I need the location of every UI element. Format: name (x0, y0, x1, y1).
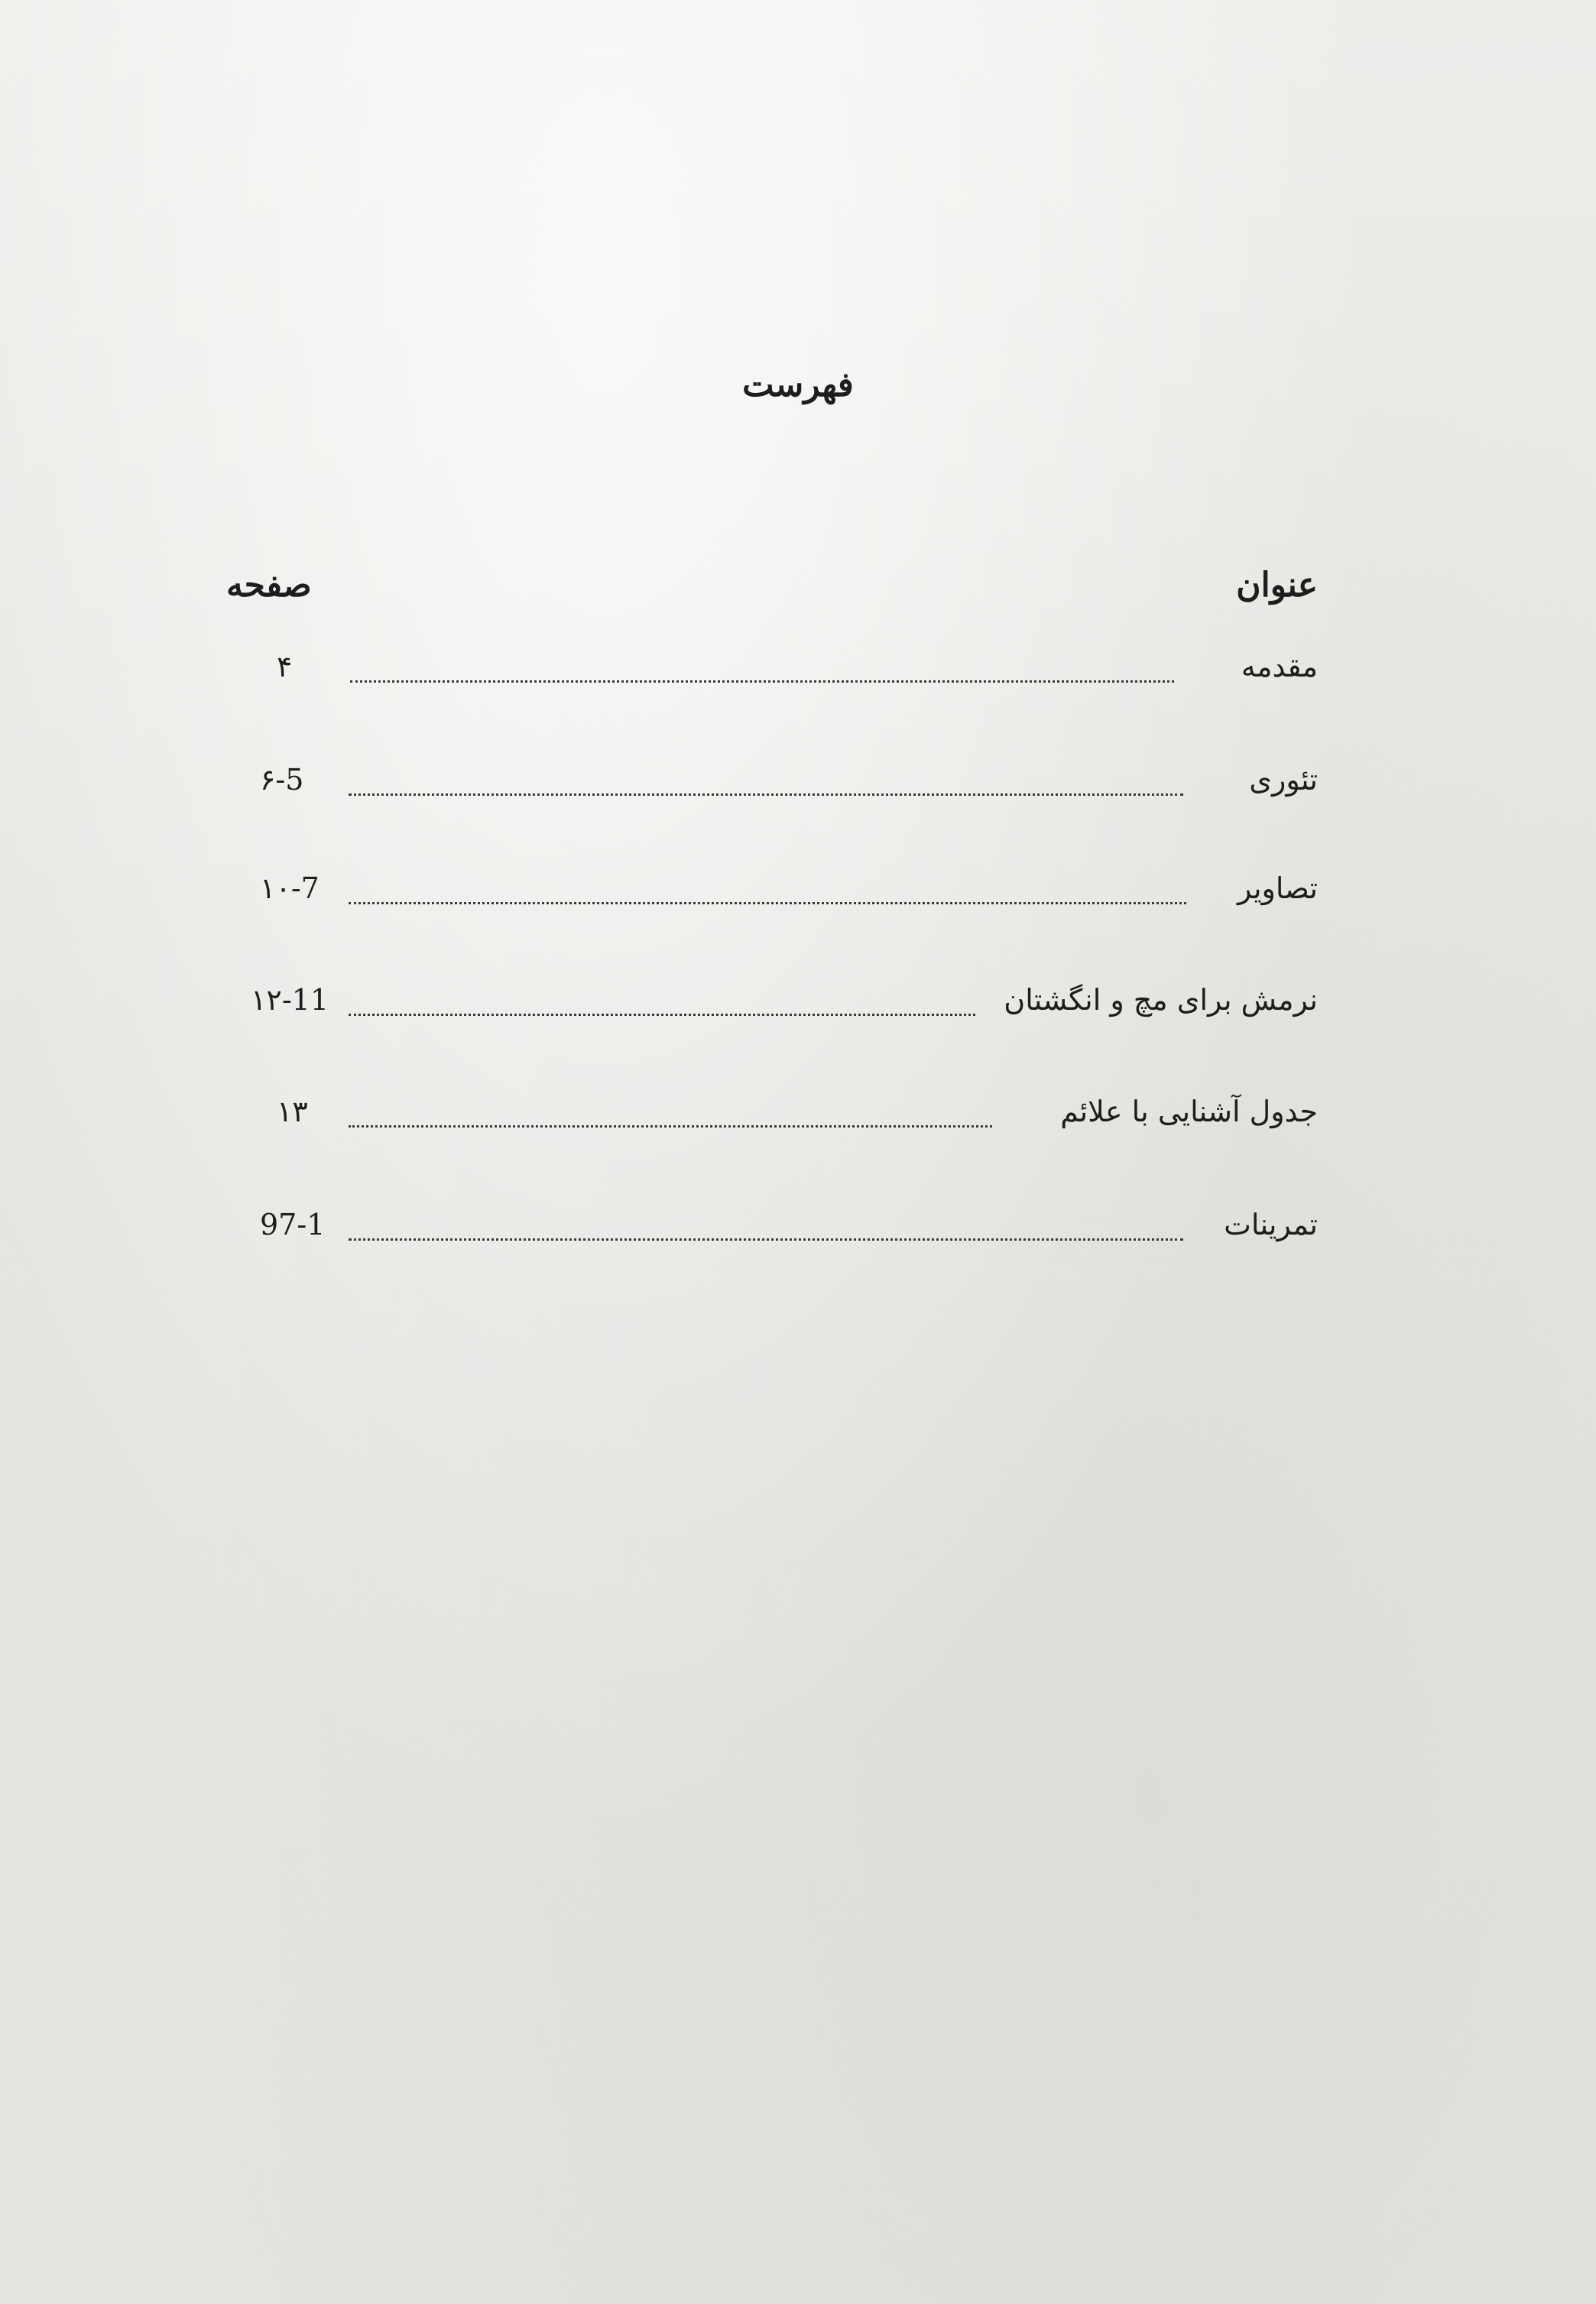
dot-leader (349, 793, 1183, 796)
dot-leader (349, 902, 1186, 904)
dot-leader (349, 1238, 1183, 1241)
toc-header (226, 566, 1318, 619)
toc-entry-title: جدول آشنایی با علائم (1060, 1095, 1318, 1128)
toc-entry (226, 650, 1318, 696)
toc-entry (226, 871, 1318, 917)
toc-entry-title: تصاویر (1237, 871, 1318, 905)
toc-entry-page: ۱۲-11 (251, 983, 329, 1017)
toc-entry-page: ۱۳ (277, 1095, 308, 1128)
toc-entry-page: ۶-5 (260, 763, 304, 797)
toc-entry-title: تمرینات (1224, 1208, 1318, 1241)
toc-entry-title: نرمش برای مچ و انگشتان (1004, 983, 1318, 1017)
page-title: فهرست (742, 365, 854, 404)
toc-entry-page: ۴ (277, 650, 293, 683)
toc-entry-title: تئوری (1249, 763, 1318, 797)
toc-entry-page: ۱۰-7 (260, 871, 320, 905)
page-column-header: صفحه (226, 566, 312, 605)
dot-leader (349, 1014, 975, 1016)
dot-leader (350, 680, 1174, 683)
title-column-header: عنوان (1236, 566, 1318, 605)
toc-entry (226, 1095, 1318, 1141)
toc-entry (226, 763, 1318, 809)
toc-entry-title: مقدمه (1241, 650, 1318, 683)
dot-leader (349, 1125, 992, 1128)
toc-entry (226, 1208, 1318, 1254)
toc-entry (226, 983, 1318, 1029)
toc-entry-page: 97-1 (260, 1208, 326, 1241)
